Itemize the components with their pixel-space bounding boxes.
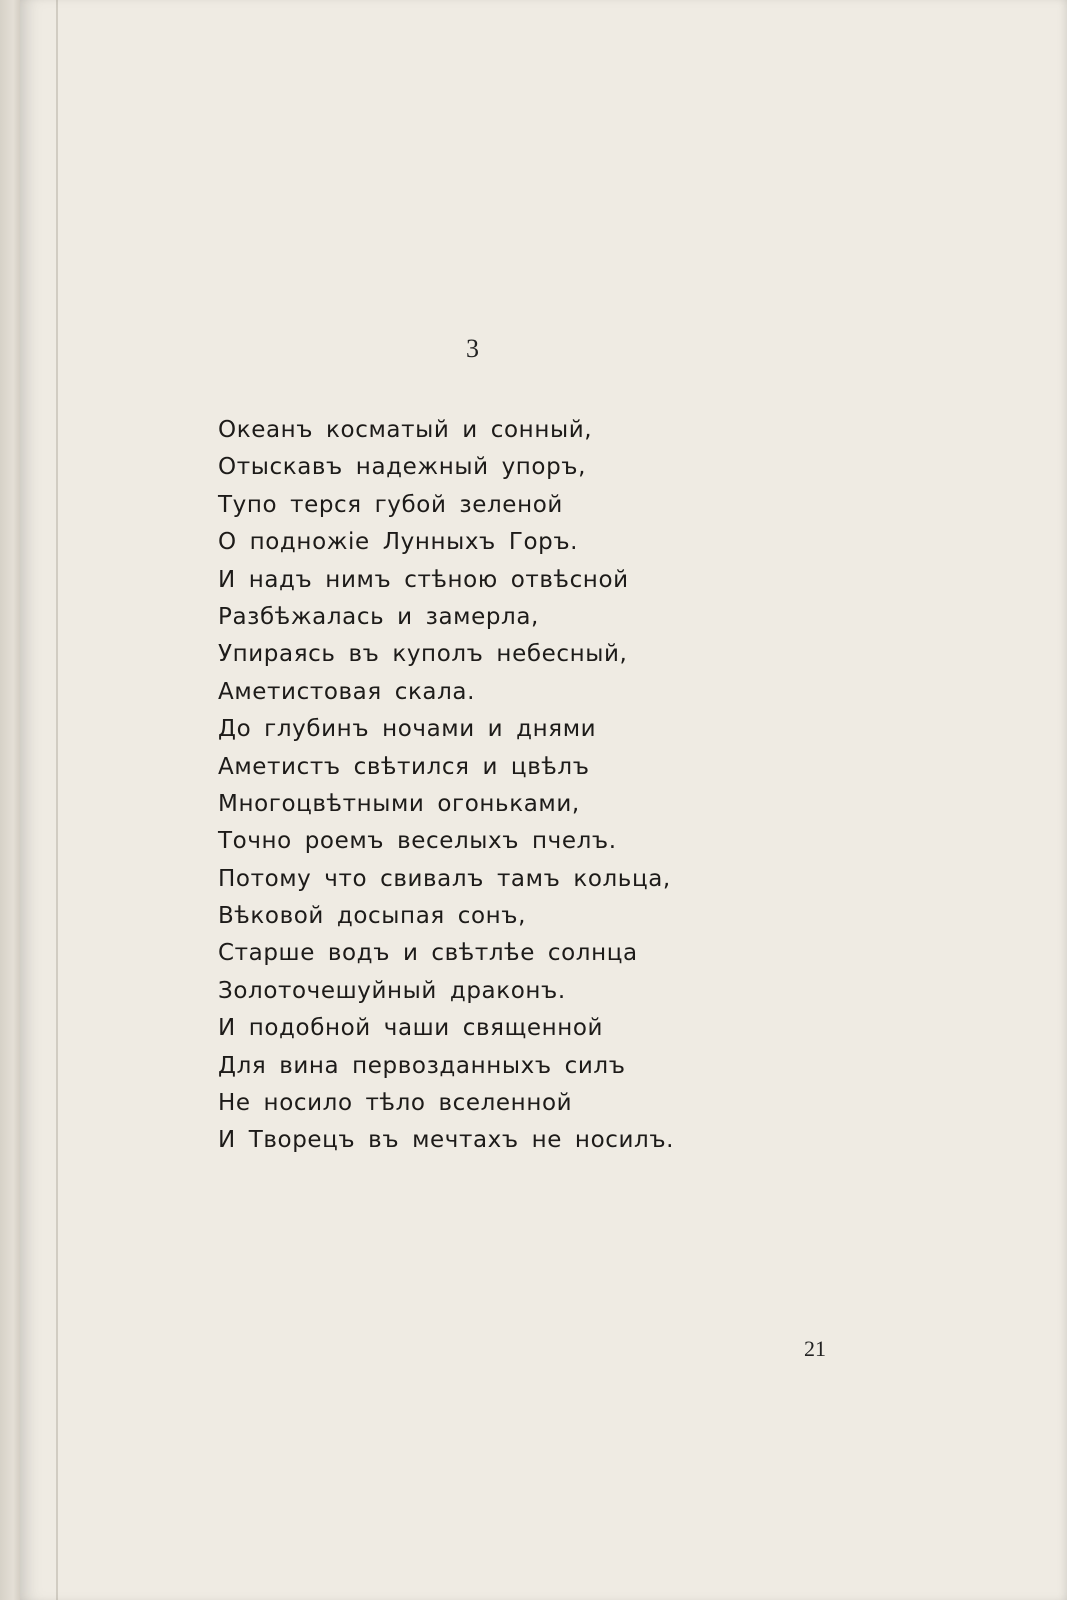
poem-line: И подобной чаши священной <box>218 1015 604 1042</box>
poem-line: Старше водъ и свѣтлѣе солнца <box>218 940 638 967</box>
poem-line: О подножіе Лунныхъ Горъ. <box>218 529 579 556</box>
poem-line: Отыскавъ надежный упоръ, <box>218 454 587 481</box>
poem-line: Разбѣжалась и замерла, <box>218 603 539 630</box>
poem-line: Упираясь въ куполъ небесный, <box>218 641 628 668</box>
page-number: 21 <box>804 1336 826 1361</box>
poem-line: Аметистовая скала. <box>218 678 476 705</box>
poem-line: Не носило тѣло вселенной <box>218 1090 573 1117</box>
section-number: 3 <box>466 334 479 363</box>
poem-line: Для вина первозданныхъ силъ <box>218 1052 626 1079</box>
poem-line: Точно роемъ веселыхъ пчелъ. <box>218 828 617 855</box>
poem-line: Потому что свивалъ тамъ кольца, <box>218 865 671 892</box>
poem-line: Золоточешуйный драконъ. <box>218 977 566 1004</box>
poem-line: И Творецъ въ мечтахъ не носилъ. <box>218 1127 675 1154</box>
poem-line: Аметистъ свѣтился и цвѣлъ <box>218 753 590 780</box>
poem-line: До глубинъ ночами и днями <box>218 716 597 743</box>
poem-line: Вѣковой досыпая сонъ, <box>218 903 527 930</box>
page-gutter-line <box>56 0 58 1600</box>
poem-line: Океанъ косматый и сонный, <box>218 417 593 443</box>
poem-line: Многоцвѣтными огоньками, <box>218 790 580 817</box>
poem-line: И надъ нимъ стѣною отвѣсной <box>218 566 629 593</box>
poem-text <box>218 412 674 1160</box>
poem-line: Тупо терся губой зеленой <box>218 491 563 518</box>
adjacent-page-edge <box>0 0 22 1600</box>
